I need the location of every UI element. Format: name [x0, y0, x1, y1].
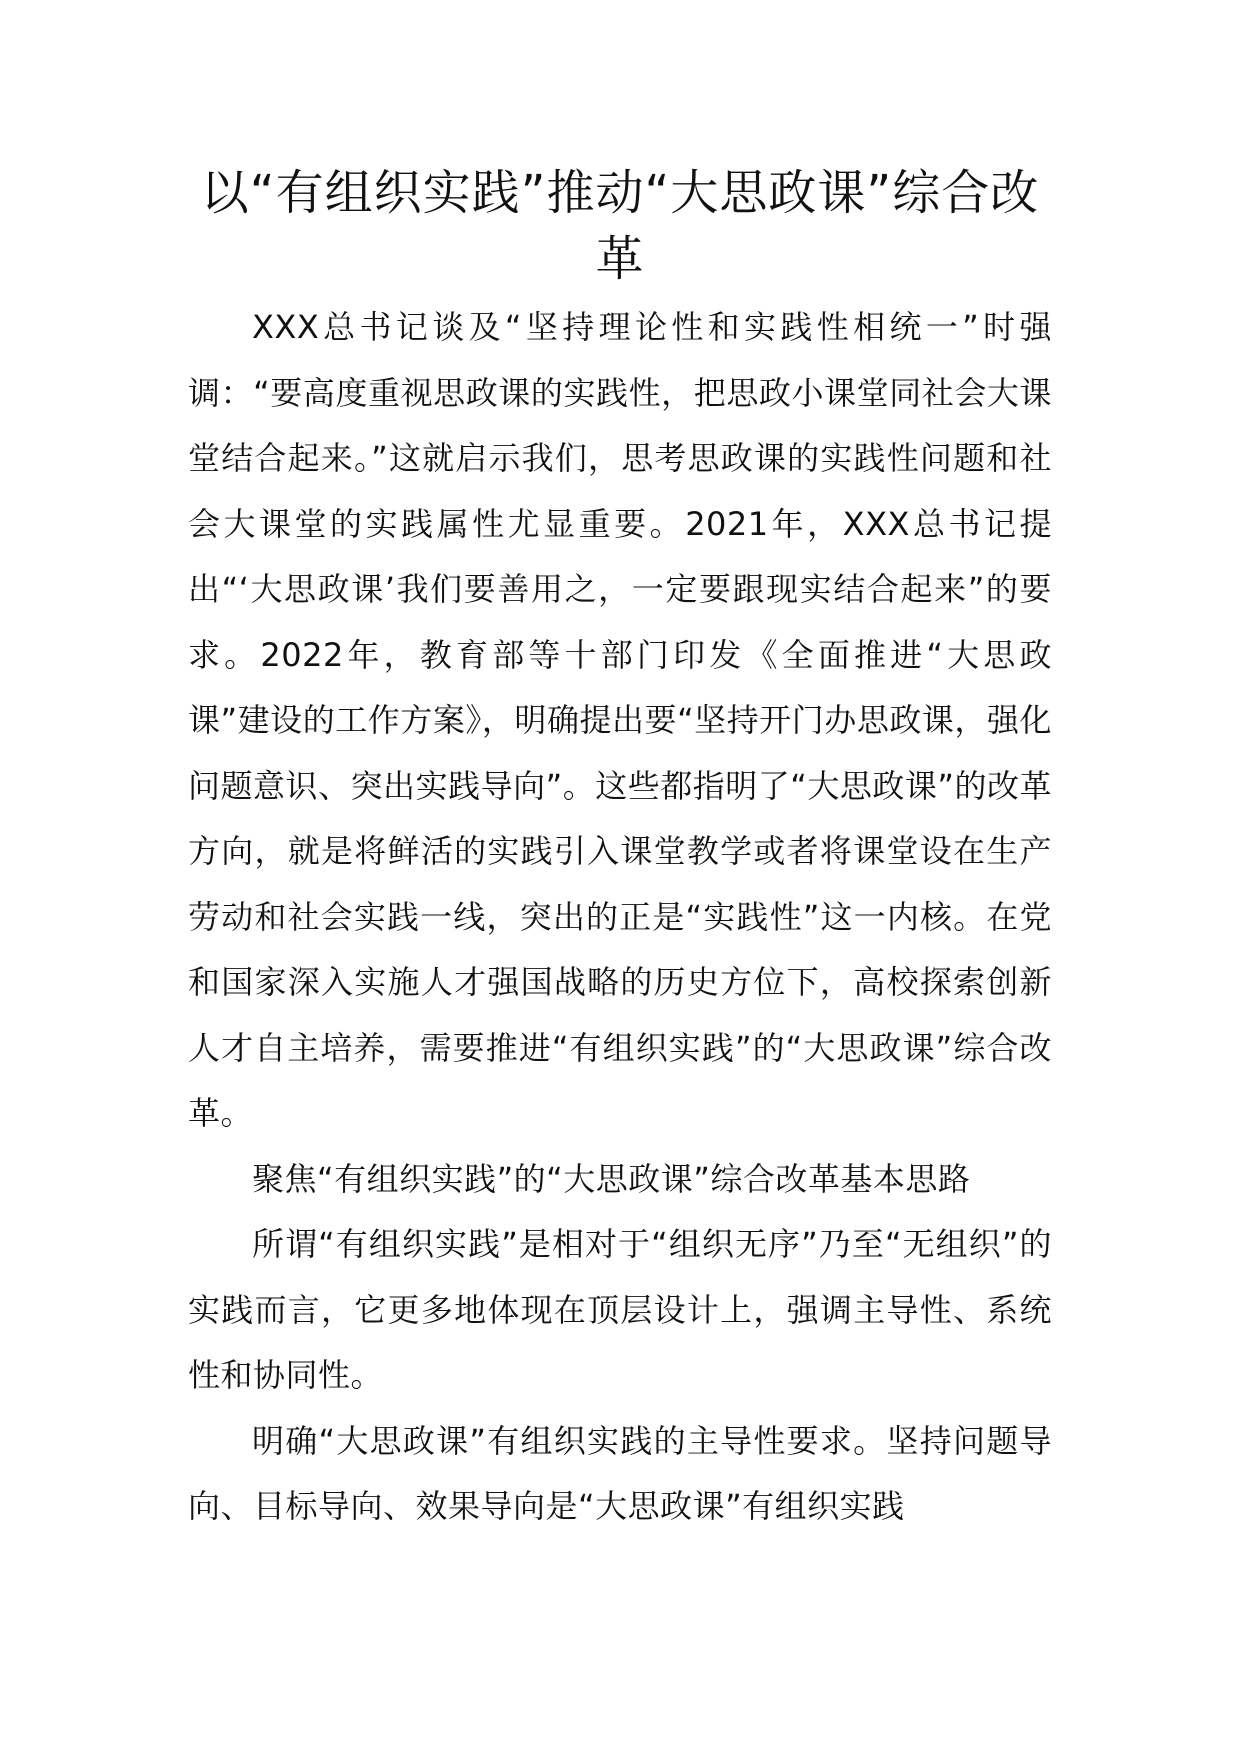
section-heading: 聚焦“有组织实践”的“大思政课”综合改革基本思路: [252, 1159, 971, 1198]
body-paragraph: 明确“大思政课”有组织实践的主导性要求。坚持问题导向、目标导向、效果导向是“大思政课”有组织实践: [188, 1421, 1052, 1525]
document-body: [188, 295, 1052, 1540]
document-title: 以“有组织实践”推动“大思政课”综合改革: [200, 165, 1040, 287]
body-paragraph: XXX总书记谈及“坚持理论性和实践性相统一”时强调：“要高度重视思政课的实践性，把思政小课堂同社会大课堂结合起来。”这就启示我们，思考思政课的实践性问题和社会大课堂的实践属性尤显重要。2021年，XXX总书记提出“‘大思政课’我们要善用之，一定要跟现实结合起来”的要求。2022年，教育部等十部门印发《全面推进“大思政课”建设的工作方案》，明确提出要“坚持开门办思政课，强化问题意识、突出实践导向”。这些都指明了“大思政课”的改革方向，就是将鲜活的实践引入课堂教学或者将课堂设在生产劳动和社会实践一线，突出的正是“实践性”这一内核。在党和国家深入实施人才强国战略的历史方位下，高校探索创新人才自主培养，需要推进“有组织实践”的“大思政课”综合改革。: [188, 308, 1052, 1132]
body-paragraph: 所谓“有组织实践”是相对于“组织无序”乃至“无组织”的实践而言，它更多地体现在顶层设计上，强调主导性、系统性和协同性。: [188, 1225, 1052, 1394]
